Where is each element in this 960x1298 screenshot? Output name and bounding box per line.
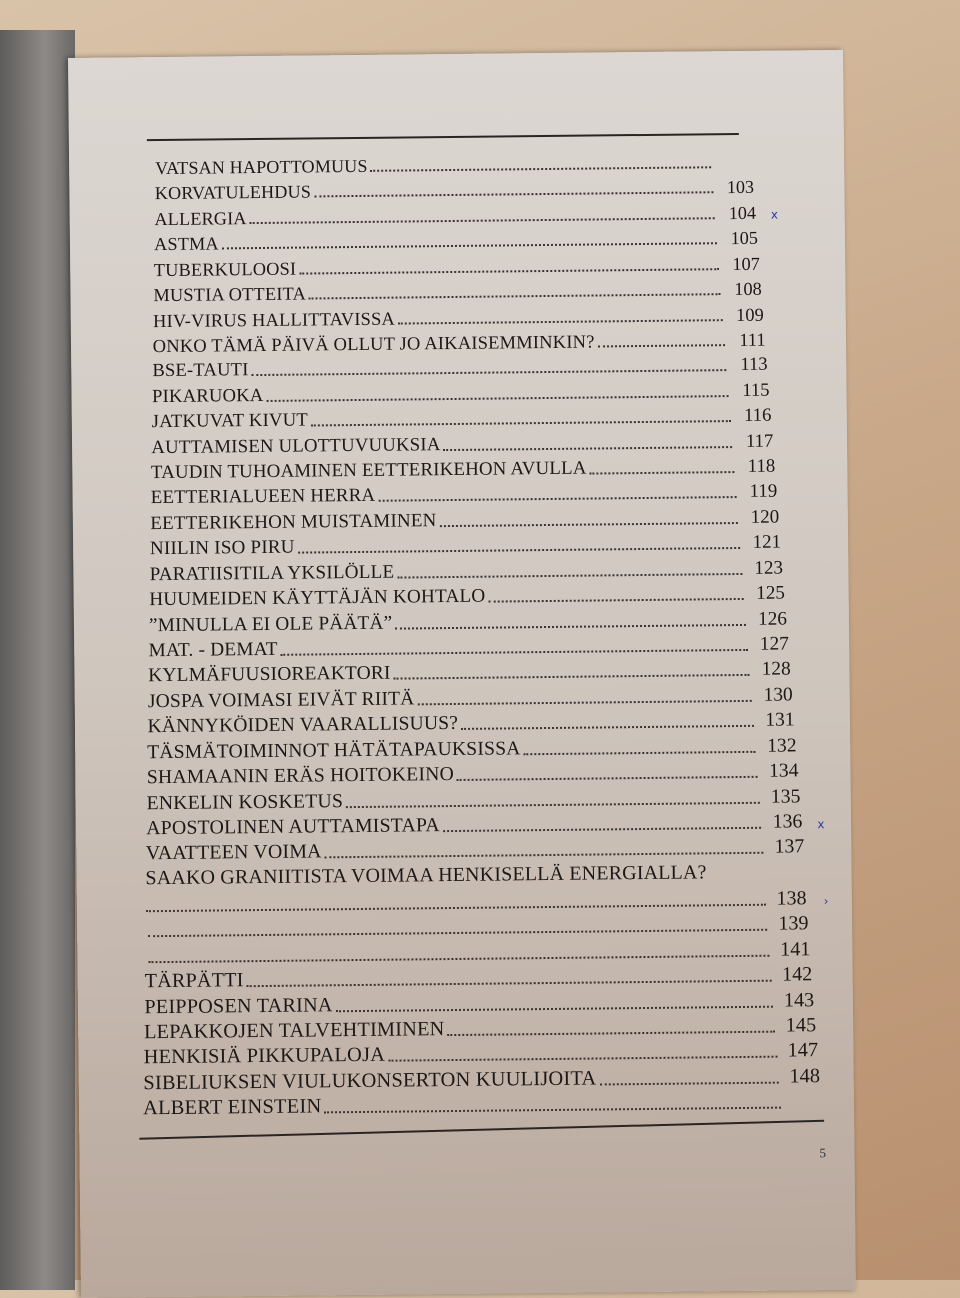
toc-entry-page: 108 [724,279,762,300]
toc-entry-page: 113 [729,354,767,376]
toc-entry-page: 127 [751,634,789,656]
dot-leader [395,624,746,630]
toc-entry-title: JATKUVAT KIVUT [152,410,309,434]
toc-entry-title: HUUMEIDEN KÄYTTÄJÄN KOHTALO [149,586,485,612]
dot-leader [443,827,762,832]
toc-entry-page: 123 [745,557,783,579]
toc-entry-title: NIILIN ISO PIRU [150,537,295,561]
toc-entry-title: ALLERGIA [154,208,246,230]
top-rule [147,133,739,141]
toc-entry-title: ”MINULLA EI OLE PÄÄTÄ” [149,612,393,637]
dot-leader [457,776,758,781]
toc-entry-page: 118 [737,456,775,478]
dot-leader [488,598,744,603]
toc-entry-title: HENKISIÄ PIKKUPALOJA [144,1044,386,1070]
toc-entry-page: 131 [757,710,795,732]
dot-leader [371,166,712,172]
toc-entry-page: 137 [766,836,804,859]
toc-entry-page: 121 [743,532,781,554]
dot-leader [397,573,742,579]
toc-entry-page: 103 [716,177,754,198]
dot-leader [314,192,713,198]
dot-leader [394,674,750,680]
toc-entry-title: HIV-VIRUS HALLITTAVISSA [153,308,395,332]
dot-leader [388,1056,777,1062]
toc-entry-page: 130 [755,684,793,706]
dot-leader [461,725,754,730]
toc-entry-page: 132 [758,735,796,757]
dot-leader [148,929,767,937]
book-page [68,50,856,1298]
toc-entry-title: KORVATULEHDUS [155,182,311,205]
toc-entry-page: 141 [772,938,810,961]
toc-entry-title: PEIPPOSEN TARINA [144,994,332,1019]
toc-entry-page: 115 [731,379,769,401]
toc-entry-page: 142 [774,963,812,986]
dot-leader [298,547,740,554]
toc-entry-title: KÄNNYKÖIDEN VAARALLISUUS? [147,713,458,738]
dot-leader [417,700,751,706]
facing-page-edge [0,30,75,1290]
toc-entry-page: 139 [770,913,808,936]
dot-leader [250,217,715,224]
dot-leader [309,293,721,299]
dot-leader [222,242,717,249]
toc-entry-title: LEPAKKOJEN TALVEHTIMINEN [144,1018,445,1044]
dot-leader [598,344,725,347]
toc-entry-title: APOSTOLINEN AUTTAMISTAPA [146,814,440,840]
toc-entry-page: 128 [753,659,791,681]
dot-leader [325,1107,782,1114]
dot-leader [148,954,769,963]
dot-leader [266,395,728,402]
toc-entry-title: VATSAN HAPOTTOMUUS [155,156,368,179]
toc-entry-page: 104 [718,203,756,224]
toc-entry-title: EETTERIKEHON MUISTAMINEN [150,510,436,535]
dot-leader [524,751,756,755]
page-number: 5 [819,1145,826,1161]
dot-leader [336,1005,774,1012]
dot-leader [311,420,730,426]
toc-entry [145,860,806,917]
toc-entry-page: 126 [749,608,787,630]
toc-entry-title: MUSTIA OTTEITA [153,284,306,307]
dot-leader [599,1081,779,1085]
toc-entry-title: TUBERKULOOSI [154,258,297,280]
dot-leader [448,1031,776,1036]
toc-entry-title: BSE-TAUTI [152,360,248,383]
dot-leader [378,497,736,503]
toc-entry-title: MAT. - DEMAT [148,639,277,662]
toc-entry-page: 105 [720,228,758,249]
dot-leader [444,446,733,451]
toc-entry-title: TÄSMÄTOIMINNOT HÄTÄTAPAUKSISSA [147,738,521,764]
toc-entry-page: 117 [735,430,773,452]
table-of-contents [68,50,843,58]
dot-leader [590,471,735,475]
pen-mark-icon: › [824,894,829,908]
toc-entry-title: SHAMAANIN ERÄS HOITOKEINO [147,763,454,789]
bottom-rule [139,1120,824,1140]
toc-entry-title: ALBERT EINSTEIN [143,1096,322,1121]
toc-entry-title: JOSPA VOIMASI EIVÄT RIITÄ [148,688,415,713]
dot-leader [281,649,748,656]
dot-leader [146,904,766,912]
toc-entry-title: EETTERIALUEEN HERRA [151,485,376,509]
pen-mark-icon: x [771,207,778,221]
toc-entry-title: TÄRPÄTTI [145,969,244,993]
toc-entry-page: 134 [760,760,798,783]
toc-entry-title: ONKO TÄMÄ PÄIVÄ OLLUT JO AIKAISEMMINKIN? [153,331,595,357]
dot-leader [252,369,727,376]
toc-entry [143,1089,822,1120]
toc-entry-title: SIBELIUKSEN VIULUKONSERTON KUULIJOITA [143,1067,596,1095]
toc-entry-page: 111 [728,330,766,351]
pen-mark-icon: x [817,817,824,831]
toc-entry-page: 116 [733,405,771,427]
dot-leader [398,319,723,324]
toc-entry-title: ENKELIN KOSKETUS [146,790,343,815]
toc-entry-page: 136 [764,810,802,833]
toc-entry-page: 107 [722,253,760,274]
dot-leader [325,852,764,859]
toc-entry-page: 119 [739,481,777,503]
dot-leader [299,268,719,274]
toc-entry-title: TAUDIN TUHOAMINEN EETTERIKEHON AVULLA [151,458,587,485]
toc-entry-page: 145 [778,1014,816,1037]
toc-entry-title: AUTTAMISEN ULOTTUVUUKSIA [151,434,440,459]
toc-entry-page: 138 [768,887,806,910]
toc-entry-page: 109 [726,304,764,325]
dot-leader [440,522,739,527]
dot-leader [346,801,759,807]
dot-leader [247,980,772,987]
toc-entry-page: 143 [776,989,814,1012]
toc-entry-page: 125 [747,583,785,605]
toc-entry-title: KYLMÄFUUSIOREAKTORI [148,663,391,688]
toc-entry-page: 135 [762,785,800,808]
toc-entry-title: SAAKO GRANIITISTA VOIMAA HENKISELLÄ ENERGIALLA? [145,860,806,890]
toc-entry-page: 147 [780,1040,818,1063]
toc-entry-page: 148 [782,1065,820,1088]
toc-entry-page: 120 [741,506,779,528]
toc-entry-title: ASTMA [154,234,219,256]
toc-entry-title: PARATIISITILA YKSILÖLLE [150,561,395,586]
toc-entry-title: PIKARUOKA [152,385,264,408]
toc-entry-title: VAATTEEN VOIMA [146,841,322,866]
